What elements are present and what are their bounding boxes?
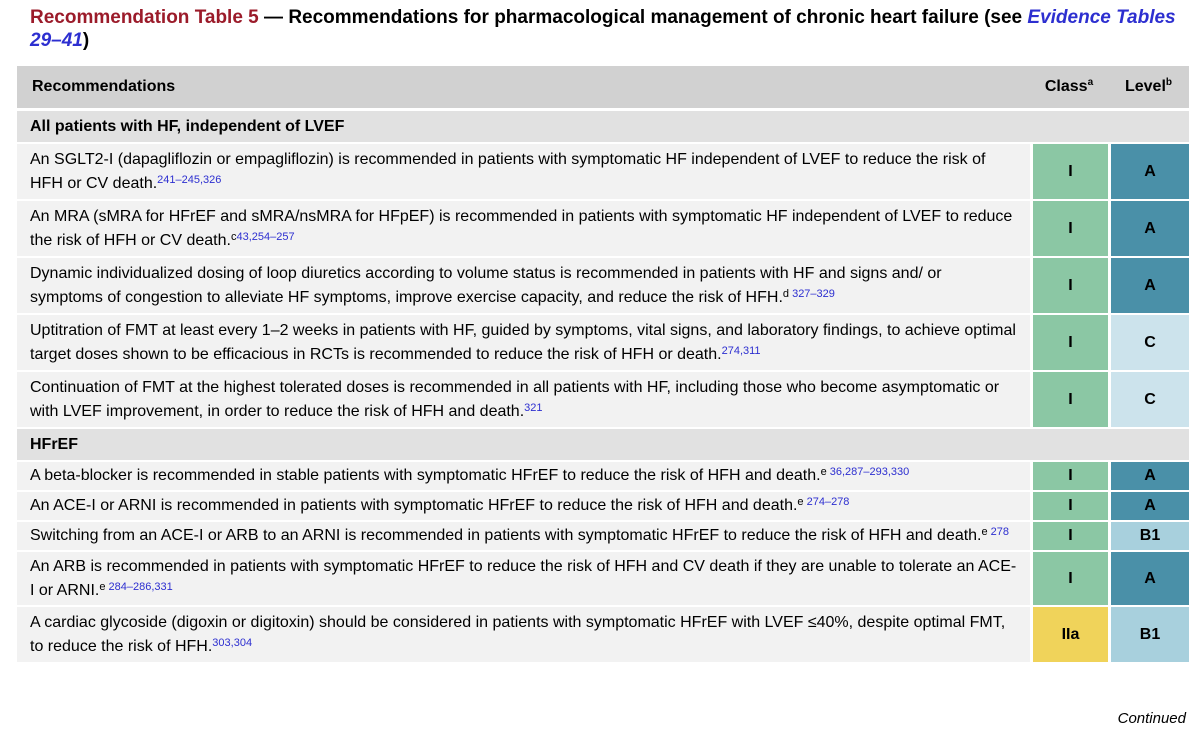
table-title-label: Recommendation Table 5 — [30, 7, 259, 28]
citation — [212, 637, 252, 649]
recommendation-text: Uptitration of FMT at least every 1–2 weeks in patients with HF, guided by symptoms, vital signs, and laboratory findings, to achieve optimal target doses shown to be efficacious in RCTs is recommended to reduce the risk of HFH or death. — [30, 321, 1016, 363]
footnote-marker: e — [820, 466, 827, 478]
class-header — [1030, 66, 1108, 111]
reference-link[interactable]: 241–245,326 — [157, 173, 222, 186]
table-row — [17, 315, 1189, 372]
reference-link[interactable]: 43,254–257 — [236, 230, 295, 243]
recommendation-cell — [17, 492, 1030, 522]
level-cell: A — [1108, 552, 1189, 607]
citation — [797, 496, 849, 508]
reference-link[interactable]: 274–278 — [803, 496, 850, 508]
reference-link[interactable]: 284–286,331 — [105, 580, 173, 593]
level-header-footnote: b — [1165, 77, 1173, 88]
class-cell: IIa — [1030, 607, 1108, 664]
class-header-footnote: a — [1087, 77, 1094, 88]
citation — [99, 581, 172, 593]
citation — [157, 174, 221, 186]
section-row — [17, 111, 1189, 144]
reference-link[interactable]: 274,311 — [721, 344, 761, 357]
table-row — [17, 607, 1189, 664]
section-title: HFrEF — [17, 429, 1189, 462]
table-row — [17, 201, 1189, 258]
citation — [231, 231, 295, 243]
table-row — [17, 492, 1189, 522]
level-cell: A — [1108, 144, 1189, 201]
class-cell: I — [1030, 144, 1108, 201]
class-cell: I — [1030, 522, 1108, 552]
recommendation-text: Continuation of FMT at the highest tolerated doses is recommended in all patients with HF, including those who become asymptomatic or with LVEF improvement, in order to reduce the risk of HFH and death. — [30, 378, 1000, 420]
citation — [982, 526, 1010, 538]
level-header-label: Level — [1124, 78, 1166, 95]
table-row — [17, 372, 1189, 429]
class-cell: I — [1030, 372, 1108, 429]
level-cell: B1 — [1108, 522, 1189, 552]
table-title-dash: — — [258, 7, 289, 28]
table-header-row — [17, 66, 1189, 111]
reference-link[interactable]: 321 — [524, 401, 543, 414]
citation — [524, 402, 542, 414]
reference-link[interactable]: 36,287–293,330 — [826, 466, 910, 478]
recommendation-cell — [17, 607, 1030, 664]
section-title: All patients with HF, independent of LVEF — [17, 111, 1189, 144]
class-cell: I — [1030, 258, 1108, 315]
recommendation-text: An ARB is recommended in patients with symptomatic HFrEF to reduce the risk of HFH and CV death if they are unable to tolerate an ACE-I or ARNI. — [30, 557, 1017, 599]
level-cell: A — [1108, 258, 1189, 315]
reference-link[interactable]: 278 — [987, 526, 1010, 538]
table-row — [17, 522, 1189, 552]
section-row — [17, 429, 1189, 462]
footnote-marker: d — [782, 287, 790, 300]
recommendation-cell — [17, 552, 1030, 607]
level-header — [1108, 66, 1189, 111]
table-row — [17, 462, 1189, 492]
recommendation-cell — [17, 144, 1030, 201]
table-title — [30, 6, 1190, 52]
recommendation-cell — [17, 462, 1030, 492]
level-cell: A — [1108, 201, 1189, 258]
recommendation-text: Switching from an ACE-I or ARB to an ARNI is recommended in patients with symptomatic HFrEF to reduce the risk of HFH and death. — [30, 527, 982, 544]
class-cell: I — [1030, 462, 1108, 492]
reference-link[interactable]: 327–329 — [789, 287, 835, 300]
citation — [722, 345, 761, 357]
class-header-label: Class — [1044, 78, 1088, 95]
citation — [783, 288, 835, 300]
citation — [821, 466, 910, 478]
recommendation-cell — [17, 315, 1030, 372]
table-row — [17, 144, 1189, 201]
class-cell: I — [1030, 552, 1108, 607]
evidence-tables-link[interactable]: Evidence Tables 29–41 — [30, 7, 1176, 51]
recommendation-cell — [17, 372, 1030, 429]
level-cell: C — [1108, 372, 1189, 429]
recommendation-cell — [17, 522, 1030, 552]
continued-label: Continued — [1117, 710, 1186, 727]
class-cell: I — [1030, 201, 1108, 258]
table-title-text: Recommendations for pharmacological management of chronic heart failure (see — [288, 7, 1028, 28]
class-cell: I — [1030, 315, 1108, 372]
recommendation-text: A beta-blocker is recommended in stable patients with symptomatic HFrEF to reduce the risk of HFH and death. — [30, 467, 821, 484]
recommendation-cell — [17, 258, 1030, 315]
recommendation-table — [17, 66, 1189, 664]
table-title-close: ) — [82, 30, 90, 51]
footnote-marker: e — [797, 496, 804, 508]
recommendation-text: Dynamic individualized dosing of loop diuretics according to volume status is recommended in patients with HF and signs and/ or symptoms of congestion to alleviate HF symptoms, improve exercise capacity, and reduce the risk of HFH. — [30, 264, 942, 306]
class-cell: I — [1030, 492, 1108, 522]
recommendation-text: A cardiac glycoside (digoxin or digitoxin) should be considered in patients with symptomatic HFrEF with LVEF ≤40%, despite optimal FMT, to reduce the risk of HFH. — [30, 613, 1006, 655]
table-row — [17, 552, 1189, 607]
recommendations-header — [17, 66, 1030, 111]
footnote-marker: e — [99, 580, 106, 593]
footnote-marker: c — [230, 230, 237, 243]
recommendations-header-label: Recommendations — [32, 78, 176, 95]
level-cell: A — [1108, 492, 1189, 522]
recommendation-text: An ACE-I or ARNI is recommended in patients with symptomatic HFrEF to reduce the risk of HFH and death. — [30, 497, 798, 514]
level-cell: A — [1108, 462, 1189, 492]
recommendation-text: An MRA (sMRA for HFrEF and sMRA/nsMRA for HFpEF) is recommended in patients with symptomatic HF independent of LVEF to reduce the risk of HFH or CV death. — [30, 207, 1013, 249]
reference-link[interactable]: 303,304 — [212, 636, 253, 649]
footnote-marker: e — [981, 526, 988, 538]
recommendation-text: An SGLT2-I (dapagliflozin or empagliflozin) is recommended in patients with symptomatic HF independent of LVEF to reduce the risk of HFH or CV death. — [30, 150, 986, 192]
table-row — [17, 258, 1189, 315]
level-cell: C — [1108, 315, 1189, 372]
recommendation-cell — [17, 201, 1030, 258]
table-body — [17, 111, 1189, 664]
level-cell: B1 — [1108, 607, 1189, 664]
